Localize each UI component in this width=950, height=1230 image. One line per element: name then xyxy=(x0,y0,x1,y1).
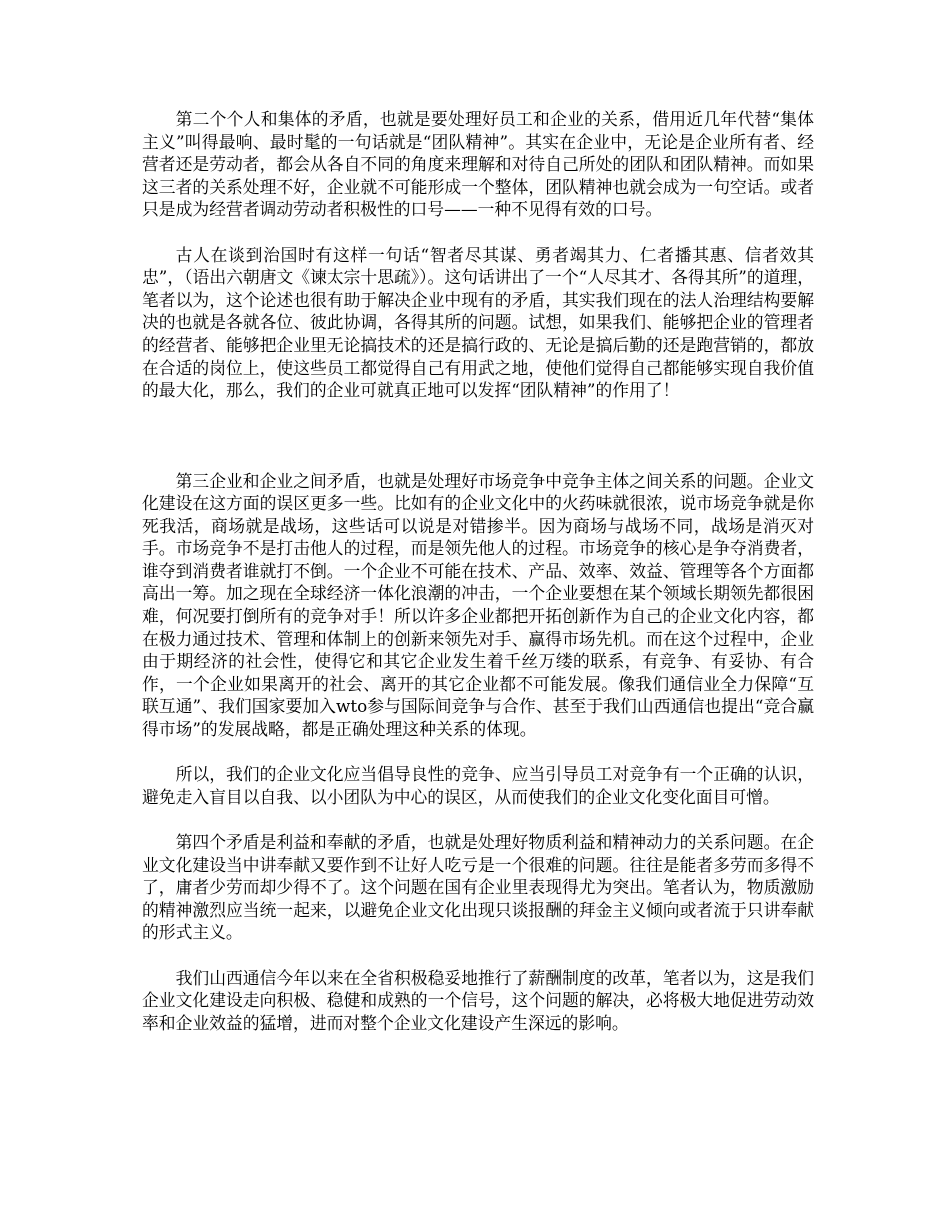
paragraph-healthy-competition: 所以，我们的企业文化应当倡导良性的竞争、应当引导员工对竞争有一个正确的认识，避免走入盲目以自我、以小团队为中心的误区，从而使我们的企业文化变化面目可憎。 xyxy=(142,764,814,807)
paragraph-interest-dedication: 第四个矛盾是利益和奉献的矛盾，也就是处理好物质利益和精神动力的关系问题。在企业文化建设当中讲奉献又要作到不让好人吃亏是一个很难的问题。往往是能者多劳而多得不了，庸者少劳而却少得不了。这个问题在国有企业里表现得尤为突出。笔者认为，物质激励的精神激烈应当统一起来，以避免企业文化出现只谈报酬的拜金主义倾向或者流于只讲奉献的形式主义。 xyxy=(142,832,814,943)
paragraph-salary-reform: 我们山西通信今年以来在全省积极稳妥地推行了薪酬制度的改革，笔者以为，这是我们企业文化建设走向积极、稳健和成熟的一个信号，这个问题的解决，必将极大地促进劳动效率和企业效益的猛增，进而对整个企业文化建设产生深远的影响。 xyxy=(142,967,814,1033)
document-body xyxy=(142,108,814,1057)
paragraph-market-competition: 第三企业和企业之间矛盾，也就是处理好市场竞争中竞争主体之间关系的问题。企业文化建设在这方面的误区更多一些。比如有的企业文化中的火药味就很浓，说市场竞争就是你死我活，商场就是战场，这些话可以说是对错掺半。因为商场与战场不同，战场是消灭对手。市场竞争不是打击他人的过程，而是领先他人的过程。市场竞争的核心是争夺消费者，谁夺到消费者谁就打不倒。一个企业不可能在技术、产品、效率、效益、管理等各个方面都高出一筹。加之现在全球经济一体化浪潮的冲击，一个企业要想在某个领域长期领先都很困难，何况要打倒所有的竞争对手！所以许多企业都把开拓创新作为自己的企业文化内容，都在极力通过技术、管理和体制上的创新来领先对手、赢得市场先机。而在这个过程中，企业由于期经济的社会性，使得它和其它企业发生着千丝万缕的联系，有竞争、有妥协、有合作，一个企业如果离开的社会、离开的其它企业都不可能发展。像我们通信业全力保障“互联互通”、我们国家要加入wto参与国际间竞争与合作、甚至于我们山西通信也提出“竞合赢得市场”的发展战略，都是正确处理这种关系的体现。 xyxy=(142,470,814,740)
paragraph-team-spirit: 第二个个人和集体的矛盾，也就是要处理好员工和企业的关系，借用近几年代替“集体主义”叫得最响、最时髦的一句话就是“团队精神”。其实在企业中，无论是企业所有者、经营者还是劳动者，都会从各自不同的角度来理解和对待自己所处的团队和团队精神。而如果这三者的关系处理不好，企业就不可能形成一个整体，团队精神也就会成为一句空话。或者只是成为经营者调动劳动者积极性的口号——一种不见得有效的口号。 xyxy=(142,109,814,220)
paragraph-ancient-saying: 古人在谈到治国时有这样一句话“智者尽其谋、勇者竭其力、仁者播其惠、信者效其忠”，（语出六朝唐文《谏太宗十思疏》）。这句话讲出了一个“人尽其才、各得其所”的道理，笔者以为，这个论述也很有助于解决企业中现有的矛盾，其实我们现在的法人治理结构要解决的也就是各就各位、彼此协调，各得其所的问题。试想，如果我们、能够把企业的管理者的经营者、能够把企业里无论搞技术的还是搞行政的、无论是搞后勤的还是跑营销的，都放在合适的岗位上，使这些员工都觉得自己有用武之地，使他们觉得自己都能够实现自我价值的最大化，那么，我们的企业可就真正地可以发挥“团队精神”的作用了！ xyxy=(142,244,814,401)
